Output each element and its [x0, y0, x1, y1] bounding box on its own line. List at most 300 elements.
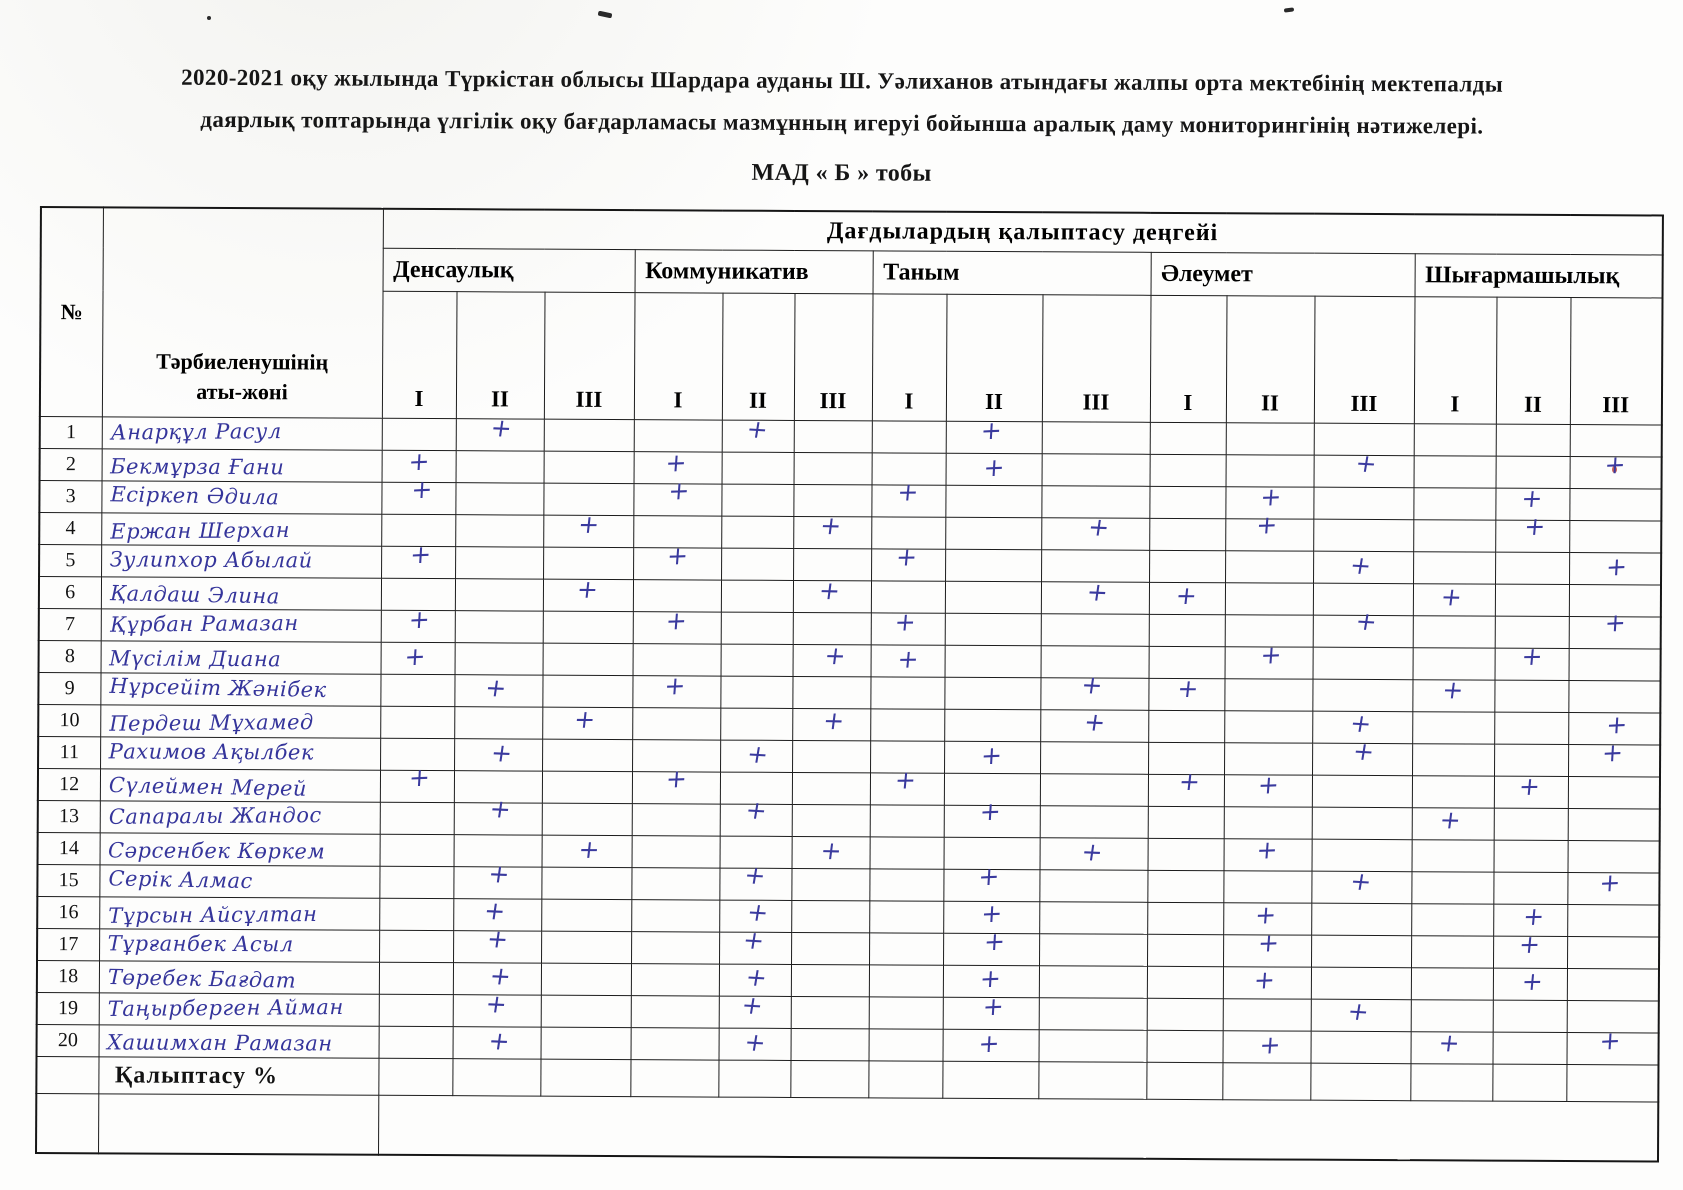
student-name-cell: Рахимов Ақылбек [100, 737, 380, 770]
plus-mark: + [978, 795, 1002, 827]
mark-cell [870, 837, 944, 869]
mark-cell [381, 642, 455, 674]
plus-mark: + [1173, 580, 1199, 610]
mark-cell [1492, 1032, 1566, 1064]
plus-mark: + [818, 510, 843, 540]
plus-mark: + [1350, 735, 1377, 766]
mark-cell [944, 741, 1040, 774]
skills-level-header: Дағдылардың қалыптасу деңгейі [383, 209, 1663, 255]
mark-cell [721, 644, 793, 676]
mark-cell [541, 867, 631, 899]
mark-cell [631, 932, 719, 964]
mark-cell [792, 836, 870, 868]
row-number: 1 [40, 417, 102, 449]
mark-cell [380, 834, 454, 866]
mark-cell [944, 709, 1040, 742]
plus-mark: + [1252, 964, 1276, 995]
student-name-cell: Сапаралы Жандос [100, 801, 380, 834]
mark-cell [379, 930, 453, 962]
formation-label: Қалыптасу % [98, 1057, 378, 1095]
plus-mark: + [1345, 995, 1371, 1026]
plus-mark: + [408, 538, 432, 570]
mark-cell [721, 612, 793, 644]
name-header-line1: Тәрбиеленушінің [156, 348, 329, 375]
plus-mark: + [982, 451, 1005, 483]
mark-cell [869, 997, 943, 1029]
mark-cell [794, 420, 872, 452]
empty-cell [540, 1059, 630, 1096]
plus-mark: + [977, 1027, 1000, 1059]
plus-mark: + [576, 509, 601, 539]
mark-cell [1312, 775, 1412, 808]
plus-mark: + [744, 738, 770, 769]
mark-cell [380, 674, 454, 706]
plus-mark: + [743, 961, 769, 992]
mark-cell [541, 995, 631, 1027]
plus-mark: + [744, 413, 770, 444]
mark-cell [1041, 614, 1149, 647]
mark-cell [793, 612, 871, 644]
mark-cell [945, 613, 1041, 646]
mark-cell [380, 761, 454, 802]
mark-cell [720, 708, 792, 740]
empty-cell [1566, 1065, 1658, 1102]
student-name-cell: Зулипхор Абылай [101, 545, 381, 578]
plus-mark: + [893, 764, 917, 795]
plus-mark: + [1436, 1027, 1461, 1058]
plus-mark: + [664, 447, 688, 478]
row-number: 18 [37, 960, 99, 992]
plus-mark: + [1254, 509, 1278, 540]
plus-mark: + [1598, 867, 1622, 898]
mark-cell [791, 1028, 869, 1060]
mark-cell [379, 898, 453, 930]
plus-mark: + [1605, 551, 1629, 582]
mark-cell [1224, 807, 1312, 839]
mark-cell [456, 412, 544, 451]
document-title [62, 0, 1623, 198]
mark-cell [1569, 553, 1661, 585]
plus-mark: + [574, 574, 600, 604]
mark-cell [871, 476, 945, 517]
plus-mark: + [1437, 804, 1463, 835]
plus-mark: + [1522, 511, 1547, 541]
plus-mark: + [743, 794, 769, 825]
mark-cell [1041, 511, 1149, 551]
mark-cell [719, 989, 791, 1028]
plus-mark: + [979, 739, 1003, 771]
mark-cell [1311, 865, 1411, 904]
row-number: 4 [39, 513, 101, 545]
plus-mark: + [741, 1026, 768, 1057]
mark-cell [1495, 641, 1569, 680]
plus-mark: + [895, 643, 920, 674]
plus-mark: + [1519, 483, 1544, 513]
mark-cell [1313, 647, 1413, 680]
plus-mark: + [1081, 706, 1107, 737]
mark-cell [1313, 487, 1413, 520]
mark-cell [791, 868, 869, 900]
mark-cell [455, 515, 543, 547]
mark-cell [381, 603, 455, 642]
student-name-cell: Тұрсын Айсұлтан [99, 897, 379, 930]
mark-cell [1493, 872, 1567, 904]
level-header: III [794, 293, 873, 420]
plus-mark: + [740, 924, 767, 955]
mark-cell [793, 640, 871, 676]
mark-cell [1040, 669, 1148, 711]
student-name-cell: Нұрсейіт Жәнібек [100, 673, 380, 706]
mark-cell [870, 709, 944, 741]
mark-cell [944, 795, 1040, 838]
mark-cell [871, 541, 945, 581]
mark-cell [1039, 1030, 1147, 1063]
plus-mark: + [410, 473, 433, 505]
mark-cell [453, 923, 541, 963]
student-name-cell: Бекмұрза Ғани [102, 449, 382, 482]
mark-cell [945, 581, 1041, 614]
row-number: 5 [39, 545, 101, 577]
mark-cell [543, 574, 633, 611]
mark-cell [541, 1027, 631, 1059]
mark-cell [1225, 639, 1313, 679]
mark-cell [791, 964, 869, 996]
mark-cell [455, 483, 543, 515]
row-number: 10 [38, 704, 100, 736]
plus-mark: + [481, 895, 507, 926]
mark-cell [1566, 1025, 1658, 1065]
title-line-1: 2020-2021 оқу жылында Түркістан облысы Шардара ауданы Ш. Уәлиханов атындағы жалпы орта мектебінің мектепалды [181, 64, 1504, 97]
mark-cell [633, 540, 721, 580]
mark-cell [721, 516, 793, 548]
mark-cell [1414, 456, 1496, 488]
empty-cell [1146, 1062, 1222, 1099]
mark-cell [1412, 712, 1494, 744]
mark-cell [1311, 903, 1411, 936]
mark-cell [1039, 998, 1147, 1031]
mark-cell [544, 451, 634, 483]
empty-cell [378, 1058, 452, 1095]
mark-cell [1312, 807, 1412, 840]
mark-cell [1148, 710, 1224, 742]
mark-cell [943, 860, 1039, 902]
empty-cell [98, 1094, 378, 1155]
mark-cell [1413, 616, 1495, 648]
mark-cell [1039, 966, 1147, 999]
mark-cell [1040, 706, 1148, 743]
mark-cell [721, 580, 793, 612]
plus-mark: + [1084, 576, 1110, 607]
student-name-cell: Ержан Шерхан [101, 513, 381, 546]
mark-cell [1567, 969, 1659, 1001]
mark-cell [380, 706, 454, 738]
mark-cell [541, 931, 631, 963]
mark-cell [1039, 902, 1147, 935]
mark-cell [1567, 905, 1659, 937]
mark-cell [1567, 937, 1659, 969]
mark-cell [792, 740, 870, 772]
plus-mark: + [487, 793, 513, 824]
mark-cell [632, 763, 720, 804]
plus-mark: + [1517, 771, 1541, 801]
mark-cell [1414, 424, 1496, 456]
mark-cell [943, 990, 1039, 1030]
level-header: II [1226, 296, 1315, 423]
mark-cell [1149, 582, 1225, 614]
mark-cell [1313, 605, 1413, 648]
empty-cell [718, 1060, 790, 1097]
level-header: III [1314, 296, 1415, 424]
mark-cell [1148, 838, 1224, 870]
mark-cell [792, 676, 870, 708]
mark-cell [1496, 424, 1570, 456]
mark-cell [379, 1026, 453, 1058]
plus-mark: + [744, 896, 771, 927]
mark-cell [1147, 934, 1223, 966]
plus-mark: + [1517, 929, 1541, 959]
plus-mark: + [1440, 674, 1465, 705]
mark-cell [1494, 712, 1568, 744]
row-number: 17 [37, 928, 99, 960]
student-name-column-header [102, 207, 383, 418]
mark-cell [379, 962, 453, 994]
empty-cell [1310, 1063, 1410, 1101]
plus-mark: + [488, 412, 514, 443]
empty-cell [1492, 1064, 1566, 1101]
mark-cell [791, 996, 869, 1028]
mark-cell [1411, 904, 1493, 936]
mark-cell [454, 739, 542, 771]
category-header-5: Шығармашылық [1415, 254, 1663, 298]
mark-cell [722, 413, 794, 452]
level-header: III [544, 292, 635, 419]
mark-cell [1224, 769, 1312, 807]
row-number: 3 [39, 481, 101, 513]
mark-cell [945, 517, 1041, 550]
mark-cell [1567, 867, 1659, 905]
plus-mark: + [822, 640, 848, 670]
mark-cell [869, 1029, 943, 1061]
mark-cell [382, 418, 456, 450]
mark-cell [632, 708, 720, 740]
empty-cell [868, 1061, 942, 1098]
mark-cell [871, 606, 945, 645]
empty-cell [942, 1061, 1038, 1099]
mark-cell [631, 996, 719, 1028]
student-name-cell: Құрбан Рамазан [101, 609, 381, 642]
mark-cell [632, 804, 720, 836]
mark-cell [1313, 551, 1413, 584]
mark-cell [1147, 902, 1223, 934]
row-number: 13 [38, 800, 100, 832]
plus-mark: + [1599, 1025, 1622, 1056]
mark-cell [719, 924, 791, 964]
plus-mark: + [1078, 669, 1105, 700]
student-name-cell: Хашимхан Рамазан [99, 1025, 379, 1058]
mark-cell [631, 868, 719, 900]
mark-cell [1311, 935, 1411, 968]
row-number: 6 [39, 577, 101, 609]
mark-cell [1494, 808, 1568, 840]
mark-cell [1147, 1030, 1223, 1062]
mark-cell [1224, 711, 1312, 743]
plus-mark: + [1253, 899, 1277, 930]
mark-cell [791, 900, 869, 932]
plus-mark: + [572, 704, 597, 734]
mark-cell [631, 1028, 719, 1060]
mark-cell [542, 771, 632, 803]
mark-cell [1039, 934, 1147, 967]
mark-cell [453, 988, 541, 1027]
mark-cell [720, 794, 792, 836]
student-name-cell: Пердеш Мұхамед [100, 705, 380, 738]
mark-cell [1493, 929, 1567, 968]
mark-cell [1412, 744, 1494, 776]
plus-mark: + [739, 989, 765, 1020]
mark-cell [870, 677, 944, 709]
mark-cell [1223, 999, 1311, 1031]
mark-cell [719, 1028, 791, 1060]
plus-mark: + [664, 763, 688, 794]
mark-cell [542, 675, 632, 707]
mark-cell [542, 704, 632, 739]
plus-mark: + [1256, 769, 1280, 800]
mark-cell [1569, 649, 1661, 681]
mark-cell [1493, 1000, 1567, 1032]
student-name-cell: Есіркеп Әдила [101, 481, 381, 514]
mark-cell [633, 475, 721, 516]
mark-cell [1149, 614, 1225, 646]
plus-mark: + [1601, 737, 1625, 768]
plus-mark: + [407, 603, 431, 635]
mark-cell [945, 645, 1041, 678]
mark-cell [631, 964, 719, 996]
mark-cell [1311, 995, 1411, 1032]
mark-cell [872, 421, 946, 453]
plus-mark: + [1604, 449, 1627, 480]
plus-mark: + [576, 834, 601, 864]
plus-mark: + [1256, 927, 1280, 958]
mark-cell [1411, 936, 1493, 968]
plus-mark: + [894, 541, 919, 572]
mark-cell [943, 925, 1039, 966]
mark-cell [1223, 964, 1311, 999]
mark-cell [1224, 834, 1312, 871]
plus-mark: + [1259, 639, 1283, 670]
plus-mark: + [1085, 511, 1111, 542]
mark-cell [1147, 966, 1223, 998]
mark-cell [542, 739, 632, 771]
level-header: I [382, 291, 457, 418]
mark-cell [1412, 776, 1494, 808]
mark-cell [456, 451, 544, 483]
mark-cell [455, 643, 543, 675]
mark-cell [381, 538, 455, 578]
mark-cell [946, 453, 1042, 486]
mark-cell [869, 869, 943, 901]
empty-cell [36, 1093, 98, 1153]
plus-mark: + [1258, 481, 1283, 512]
mark-cell [541, 963, 631, 995]
mark-cell [1570, 449, 1662, 489]
mark-cell [632, 836, 720, 868]
mark-cell [1040, 838, 1148, 871]
mark-cell [1494, 771, 1568, 808]
mark-cell [1150, 422, 1226, 454]
mark-cell [542, 835, 632, 867]
mark-cell [1040, 806, 1148, 839]
row-number: 20 [37, 1024, 99, 1056]
empty-cell [790, 1060, 868, 1097]
row-number: 19 [37, 992, 99, 1024]
mark-cell [946, 414, 1042, 454]
mark-cell [1412, 674, 1494, 712]
mark-cell [455, 547, 543, 579]
student-name-cell: Анарқұл Расул [102, 417, 382, 450]
mark-cell [1225, 551, 1313, 583]
plus-mark: + [1258, 1029, 1282, 1060]
plus-mark: + [977, 860, 1000, 892]
mark-cell [793, 510, 871, 548]
mark-cell [1412, 804, 1494, 840]
empty-cell [36, 1056, 98, 1093]
plus-mark: + [979, 414, 1003, 446]
plus-mark: + [1352, 447, 1379, 478]
level-header: III [1042, 295, 1151, 423]
mark-cell [1148, 806, 1224, 838]
mark-cell [1493, 968, 1567, 1000]
mark-cell [870, 764, 944, 805]
mark-cell [1312, 735, 1412, 776]
mark-cell [943, 1029, 1039, 1062]
mark-cell [1040, 742, 1148, 775]
plus-mark: + [816, 575, 842, 605]
plus-mark: + [484, 923, 510, 954]
plus-mark: + [1347, 549, 1373, 580]
mark-cell [1149, 550, 1225, 582]
student-name-cell: Төребек Бағдат [99, 961, 379, 994]
plus-mark: + [662, 670, 687, 701]
plus-mark: + [982, 925, 1006, 957]
number-column-header: № [40, 207, 103, 417]
level-header: I [1414, 297, 1497, 424]
mark-cell [542, 803, 632, 835]
mark-cell [381, 473, 455, 514]
mark-cell [1413, 581, 1495, 616]
plus-mark: + [666, 475, 691, 506]
mark-cell [632, 670, 720, 708]
row-number: 8 [39, 640, 101, 672]
row-number: 14 [38, 832, 100, 864]
plus-mark: + [1605, 709, 1629, 740]
mark-cell [719, 859, 791, 900]
mark-cell [1224, 679, 1312, 711]
mark-cell [869, 901, 943, 933]
level-header: I [872, 294, 947, 421]
mark-cell [1223, 871, 1311, 903]
mark-cell [1147, 870, 1223, 902]
mark-cell [1569, 521, 1661, 553]
mark-cell [541, 899, 631, 931]
mark-cell [871, 645, 945, 677]
mark-cell [720, 676, 792, 708]
level-header: II [722, 293, 795, 420]
category-header-4: Әлеумет [1151, 252, 1415, 296]
mark-cell [1568, 809, 1660, 841]
empty-cell [1222, 1063, 1310, 1100]
mark-cell [721, 484, 793, 516]
mark-cell [544, 419, 634, 451]
